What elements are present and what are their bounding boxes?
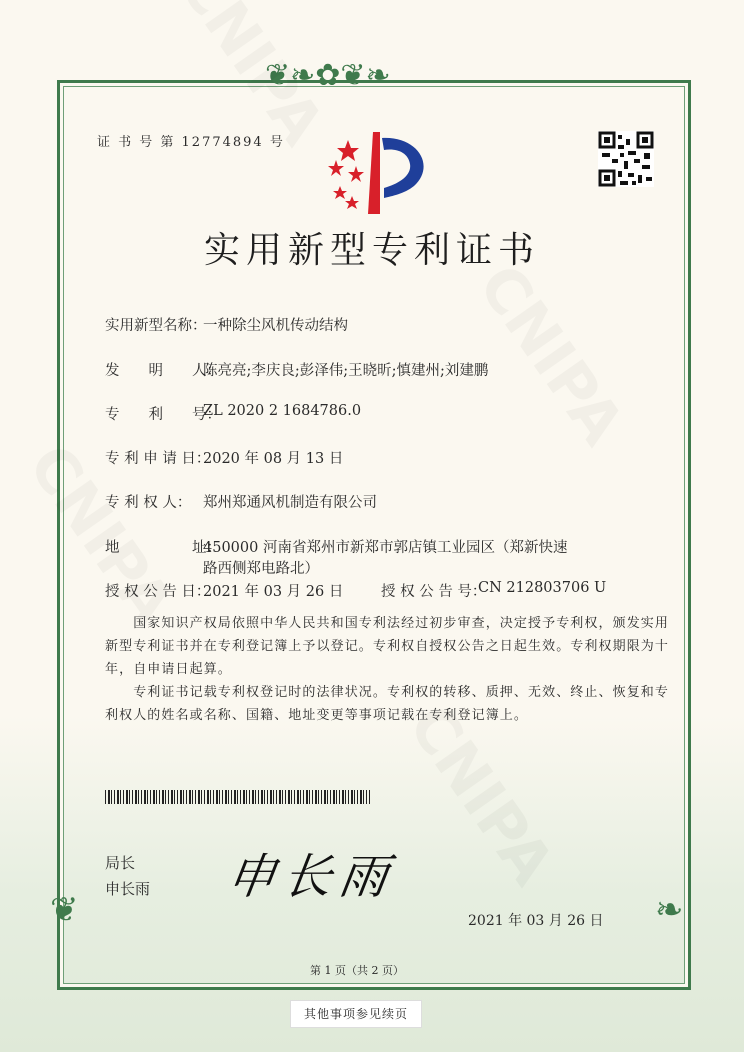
field-value-application-date: 2020 年 08 月 13 日 xyxy=(203,451,344,467)
star-icon xyxy=(328,160,344,176)
star-icon xyxy=(337,140,359,161)
star-icon xyxy=(333,186,347,199)
director-signature: 申长雨 xyxy=(223,849,400,905)
issue-date: 2021 年 03 月 26 日 xyxy=(468,913,604,929)
certificate-number: 证 书 号 第 12774894 号 xyxy=(97,135,285,150)
field-label-patentee: 专 利 权 人： xyxy=(105,495,192,511)
statement-line: 新型专利证书并在专利登记簿上予以登记。专利权自授权公告之日起生效。专利权期限为十 xyxy=(105,639,670,654)
field-label-grant-date: 授 权 公 告 日： xyxy=(105,584,211,600)
cnipa-logo xyxy=(318,128,433,218)
statement-line: 国家知识产权局依照中华人民共和国专利法经过初步审查，决定授予专利权，颁发实用 xyxy=(105,616,670,631)
field-value-patentee: 郑州郑通风机制造有限公司 xyxy=(203,495,377,511)
page-indicator: 第 1 页（共 2 页） xyxy=(310,964,404,977)
field-label-name: 实用新型名称： xyxy=(105,318,207,334)
star-icon xyxy=(345,196,359,209)
barcode xyxy=(105,790,370,804)
field-label-inventors: 发 明 人： xyxy=(105,363,221,379)
field-value-grant-date: 2021 年 03 月 26 日 xyxy=(203,584,344,600)
statement-line: 年，自申请日起算。 xyxy=(105,662,232,677)
field-value-address: 450000 河南省郑州市新郑市郭店镇工业园区（郑新快速 xyxy=(203,540,568,556)
field-label-address: 地 址： xyxy=(105,540,221,556)
field-value-name: 一种除尘风机传动结构 xyxy=(203,318,348,334)
page-title: 实用新型专利证书 xyxy=(203,230,540,271)
statement-line: 利权人的姓名或名称、国籍、地址变更等事项记载在专利登记簿上。 xyxy=(105,708,529,723)
bottom-right-ornament: ❧ xyxy=(655,890,684,930)
bottom-left-ornament: ❦ xyxy=(50,890,79,930)
field-label-grant-number: 授 权 公 告 号： xyxy=(381,584,487,600)
director-title: 局长 xyxy=(105,854,136,872)
director-name: 申长雨 xyxy=(105,880,151,898)
statement-line: 专利证书记载专利权登记时的法律状况。专利权的转移、质押、无效、终止、恢复和专 xyxy=(105,685,670,700)
top-ornament: ❦❧✿❦❧ xyxy=(265,58,391,93)
field-value-grant-number: CN 212803706 U xyxy=(478,580,607,596)
field-label-application-date: 专 利 申 请 日： xyxy=(105,451,211,467)
qr-code xyxy=(598,131,654,187)
continued-note: 其他事项参见续页 xyxy=(290,1000,422,1028)
field-value-patent-number: ZL 2020 2 1684786.0 xyxy=(203,403,362,419)
field-value-address-line2: 路西侧郑电路北） xyxy=(203,561,319,577)
field-value-inventors: 陈亮亮;李庆良;彭泽伟;王晓昕;慎建州;刘建鹏 xyxy=(203,363,489,379)
field-label-patent-number: 专 利 号： xyxy=(105,407,221,423)
star-icon xyxy=(348,166,364,182)
